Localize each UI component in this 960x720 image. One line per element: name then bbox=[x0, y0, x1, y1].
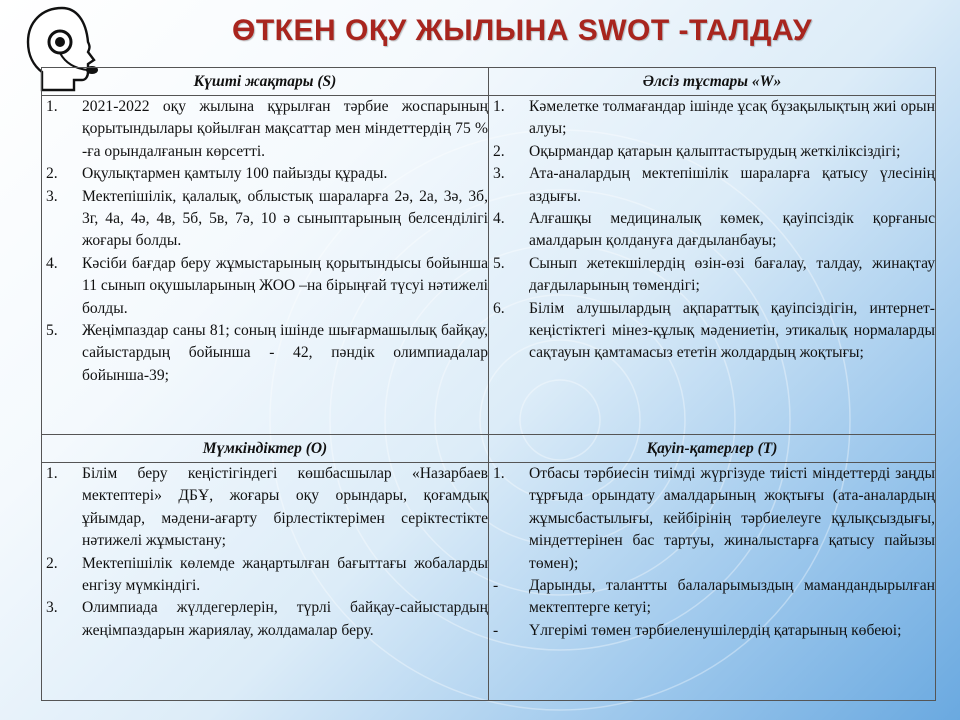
threats-list bbox=[489, 463, 935, 642]
threats-cell bbox=[489, 463, 936, 701]
weaknesses-cell bbox=[489, 96, 936, 435]
list-item: 3. Ата-аналардың мектепішілік шараларға қатысу үлесінің аздығы. bbox=[493, 165, 935, 205]
list-item: 2. Мектепішілік көлемде жаңартылған бағыттағы жобаларды енгізу мүмкіндігі. bbox=[46, 554, 488, 595]
list-item: 4. Алғашқы медициналық көмек, қауіпсіздік қорғаныс амалдарын қолдануға дағдыланбауы; bbox=[493, 210, 935, 250]
list-item: 5. Жеңімпаздар саны 81; соның ішінде шығармашылық байқау, сайыстардың бойынша - 42, пәндік олимпиадалар бойынша-39; bbox=[46, 322, 488, 384]
weaknesses-header: Әлсіз тұстары «W» bbox=[489, 68, 936, 96]
weaknesses-list bbox=[489, 96, 935, 365]
list-item: 5. Сынып жетекшілердің өзін-өзі бағалау, талдау, жинақтау дағдыларының төмендігі; bbox=[493, 254, 935, 295]
swot-table bbox=[41, 67, 936, 701]
list-item: 2. Оқулықтармен қамтылу 100 пайызды құрады. bbox=[46, 165, 388, 183]
list-item: 6. Білім алушылардың ақпараттық қауіпсіздігін, интернет-кеңістіктегі мінез-құлық мәдениетін, этикалық нормаларды сақтауын қамтамасыз ететін жолдардың жоқтығы; bbox=[493, 299, 935, 362]
list-item: - Дарынды, талантты балаларымыздың мамандандырылған мектептерге кетуі; bbox=[493, 577, 935, 617]
strengths-cell bbox=[42, 96, 489, 435]
opportunities-cell bbox=[42, 463, 489, 701]
opportunities-list bbox=[42, 463, 488, 642]
list-item: 1. Отбасы тәрбиесін тиімді жүргізуде тиісті міндеттерді заңды тұрғыда орындату амалдарының жоқтығы (ата-аналардың жұмысбастылығы, кейбірінің тәрбиелеуге құлықсыздығы, міндеттерінен бас тартуы, жиналыстарға қатысу пайызы төмен); bbox=[493, 465, 935, 572]
opportunities-header: Мүмкіндіктер (О) bbox=[42, 435, 489, 463]
list-item: 1. Білім беру кеңістігіндегі көшбасшылар «Назарбаев мектептері» ДБҰ, жоғары оқу орындары, қоғамдық ұйымдар, мәдени-ағарту бірлестіктерімен серіктестікте нәтижелі жұмыстану; bbox=[46, 465, 488, 550]
list-item: 3. Мектепішілік, қалалық, облыстық шараларға 2ә, 2а, 3ә, 3б, 3г, 4а, 4ә, 4в, 5б, 5в, 7ә, 10 ә сыныптарының белсенділігі жоғары болды. bbox=[46, 187, 488, 250]
strengths-header: Күшті жақтары (S) bbox=[42, 68, 489, 96]
strengths-list bbox=[42, 96, 488, 387]
list-item: 1. Кәмелетке толмағандар ішінде ұсақ бұзақылықтың жиі орын алуы; bbox=[493, 98, 935, 138]
page-title: ӨТКЕН ОҚУ ЖЫЛЫНА SWOT -ТАЛДАУ bbox=[232, 14, 813, 47]
list-item: - Үлгерімі төмен тәрбиеленушілердің қатарының көбеюі; bbox=[493, 621, 902, 639]
list-item: 2. Оқырмандар қатарын қалыптастырудың жеткіліксіздігі; bbox=[493, 142, 901, 160]
list-item: 1. 2021-2022 оқу жылына құрылған тәрбие жоспарының қорытындылары қойылған мақсаттар мен міндеттердің 75 % -ға орындалғанын көрсетті. bbox=[46, 98, 488, 160]
list-item: 3. Олимпиада жүлдегерлерін, түрлі байқау-сайыстардың жеңімпаздарын жариялау, жолдамалар беру. bbox=[46, 599, 488, 639]
list-item: 4. Кәсіби бағдар беру жұмыстарының қорытындысы бойынша 11 сынып оқушыларының ЖОО –на бірыңғай түсуі нәтижелі болды. bbox=[46, 254, 488, 317]
threats-header: Қауіп-қатерлер (Т) bbox=[489, 435, 936, 463]
